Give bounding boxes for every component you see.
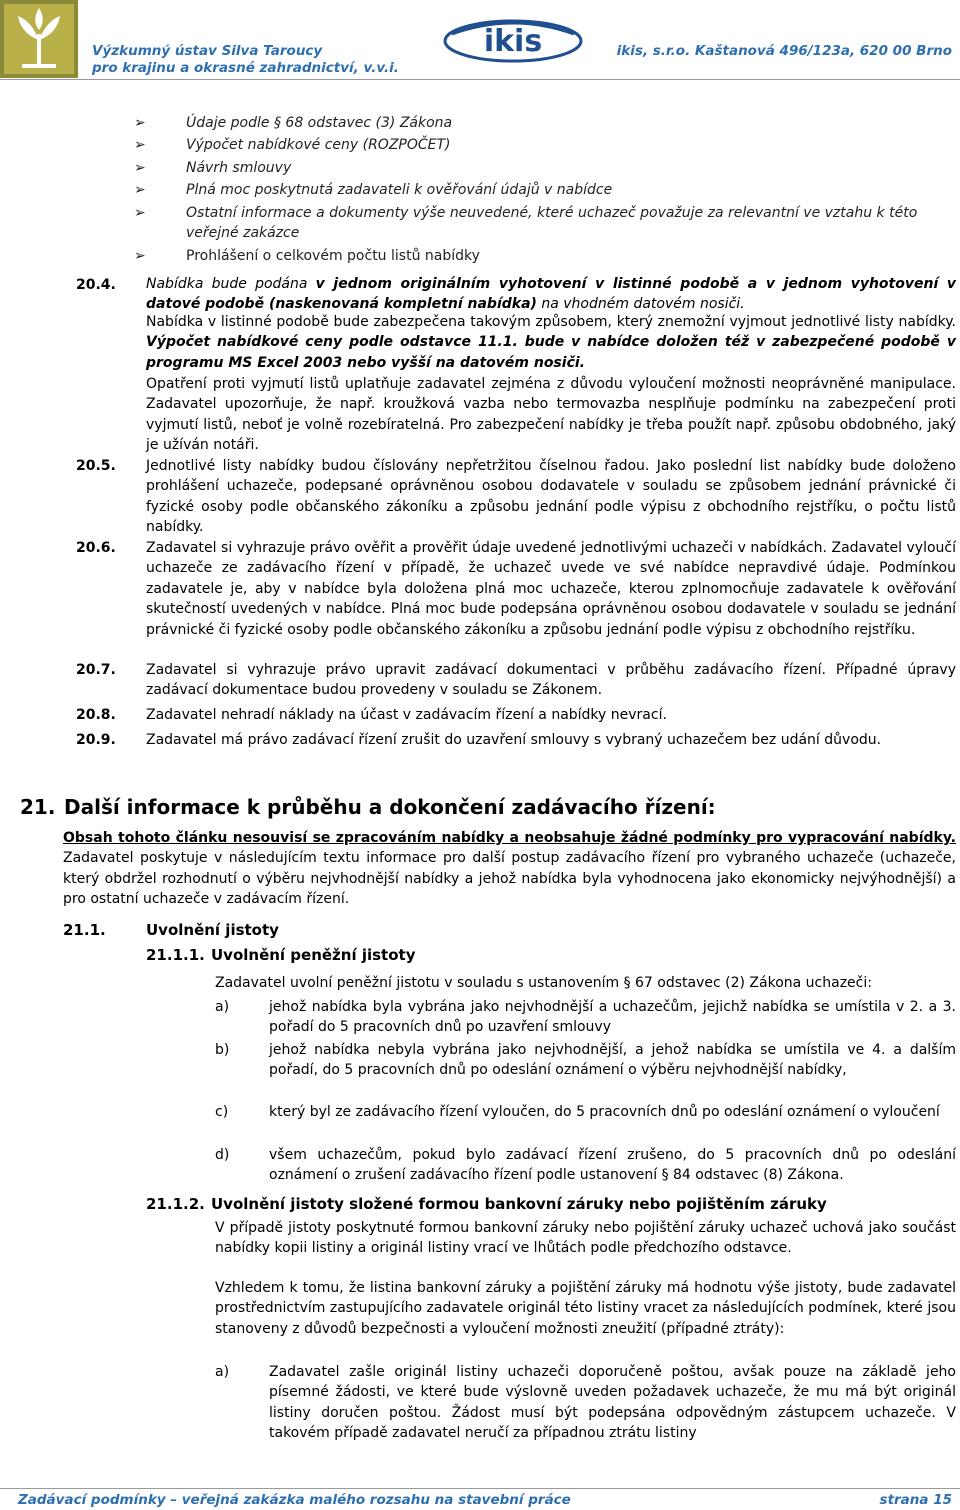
- list-label: d): [215, 1147, 230, 1163]
- footer-divider: [0, 1488, 960, 1489]
- institute-logo-icon: [0, 0, 78, 78]
- arrow-bullet-icon: ➢: [134, 182, 146, 198]
- list-item: který byl ze zadávacího řízení vyloučen, do 5 pracovních dnů po odeslání oznámení o vyloučení: [269, 1104, 940, 1120]
- section-number: 20.5.: [76, 458, 116, 474]
- paragraph: Zadavatel má právo zadávací řízení zrušit do uzavření smlouvy s vybraný uchazečem bez udání důvodu.: [146, 732, 882, 748]
- list-item: jehož nabídka byla vybrána jako nejvhodnější a uchazečům, jejichž nabídka se umístila v 2. a 3. pořadí do 5 pracovních dnů po uzavření smlouvy: [269, 999, 956, 1036]
- section-number: 20.8.: [76, 707, 116, 723]
- section-heading: [20, 794, 716, 820]
- institute-line1: Výzkumný ústav Silva Taroucy: [92, 43, 323, 59]
- paragraph: Zadavatel si vyhrazuje právo ověřit a prověřit údaje uvedené jednotlivými uchazeči v nabídkách. Zadavatel vyloučí uchazeče ze zadávacího řízení v případě, že uchazeč uvede ve své nabídce nepravdivé údaje. Podmínkou zadavatele je, aby v nabídce byla doložena plná moc uchazeče, kterou zplnomocňuje zadavatele k ověřování skutečností uvedených v nabídce. Plná moc bude podepsána oprávněnou osobou dodavatele v souladu se jednání právnické či fyzické osoby podle občanského zákoníku a způsobu jednání podle výpisu z obchodního rejstříku.: [146, 540, 956, 638]
- institute-name: [92, 43, 399, 77]
- list-label: c): [215, 1104, 229, 1120]
- subsection-title: Uvolnění peněžní jistoty: [211, 946, 416, 964]
- paragraph: Zadavatel nehradí náklady na účast v zadávacím řízení a nabídky nevrací.: [146, 707, 667, 723]
- list-label: a): [215, 999, 230, 1015]
- section-number: 21.: [20, 795, 56, 819]
- header-divider: [0, 79, 960, 80]
- list-label: b): [215, 1042, 230, 1058]
- list-item: Zadavatel zašle originál listiny uchazeči doporučeně poštou, avšak pouze na základě jeho písemné žádosti, ve které bude výslovně uveden požadavek uchazeče, že mu má být originál listiny doručen poštou. Žádost musí být podepsána odpovědným zástupcem uchazeče. V takovém případě zadavatel neručí za případnou ztrátu listiny: [269, 1364, 956, 1442]
- paragraph: Zadavatel uvolní peněžní jistotu v souladu s ustanovením § 67 odstavec (2) Zákona uchazeči:: [215, 975, 872, 991]
- page-number: strana 15: [879, 1492, 952, 1508]
- page-header: [0, 0, 960, 80]
- ikis-logo-icon: [442, 14, 584, 64]
- section-title: Další informace k průběhu a dokončení zadávacího řízení:: [64, 795, 716, 819]
- list-item: jehož nabídka nebyla vybrána jako nejvhodnější, a jehož nabídka se umístila ve 4. a dalším pořadí, do 5 pracovních dnů po odeslání oznámení o výběru nejvhodnější nabídky,: [269, 1042, 956, 1079]
- arrow-bullet-icon: ➢: [134, 160, 146, 176]
- section-number: 20.7.: [76, 662, 116, 678]
- subsection-number: 21.1.1.: [146, 946, 205, 964]
- section-number: 20.4.: [76, 277, 116, 293]
- list-item: všem uchazečům, pokud bylo zadávací řízení zrušeno, do 5 pracovních dnů po odeslání oznámení o zrušení zadávacího řízení podle ustanovení § 84 odstavec (8) Zákona.: [269, 1147, 956, 1184]
- subsection-number: 21.1.: [63, 921, 106, 939]
- paragraph: Opatření proti vyjmutí listů uplatňuje zadavatel zejména z důvodu vyloučení možnosti neoprávněné manipulace. Zadavatel upozorňuje, že např. kroužková vazba nebo termovazba nesplňuje podmínku na zabezpečení proti vyjmutí listů, neboť je volně rozebíratelná. Pro zabezpečení nabídky je třeba použít např. způsobu obdobného, jaký je užíván notáři.: [146, 376, 956, 454]
- arrow-bullet-icon: ➢: [134, 205, 146, 221]
- paragraph: Jednotlivé listy nabídky budou číslovány nepřetržitou číselnou řadou. Jako poslední list nabídky bude doloženo prohlášení uchazeče, podepsané oprávněnou osobou dodavatele v souladu se způsobem jednání právnické či fyzické osoby podle občanského zákoníku a způsobu jednání podle výpisu z obchodního rejstříku, o počtu listů nabídky.: [146, 458, 956, 536]
- arrow-bullet-icon: ➢: [134, 115, 146, 131]
- paragraph: Nabídka v listinné podobě bude zabezpečena takovým způsobem, který znemožní vyjmout jednotlivé listy nabídky. Výpočet nabídkové ceny podle odstavce 11.1. bude v nabídce doložen též v zabezpečené podobě v programu MS Excel 2003 nebo vyšší na datovém nosiči.: [146, 314, 956, 371]
- section-number: 20.6.: [76, 540, 116, 556]
- institute-line2: pro krajinu a okrasné zahradnictví, v.v.i.: [92, 60, 399, 76]
- paragraph: Obsah tohoto článku nesouvisí se zpracováním nabídky a neobsahuje žádné podmínky pro vypracování nabídky. Zadavatel poskytuje v následujícím textu informace pro další postup zadávacího řízení pro vybraného uchazeče (uchazeče, který obdržel rozhodnutí o výběru nejvhodnější nabídky a jehož nabídka byla vyhodnocena jako ekonomicky nejvýhodnější) a pro ostatní uchazeče v zadávacím řízení.: [63, 830, 956, 908]
- paragraph: V případě jistoty poskytnuté formou bankovní záruky nebo pojištění záruky uchazeč uchová jako součást nabídky kopii listiny a originál listiny vrací ve lhůtách podle předchozího odstavce.: [215, 1220, 956, 1257]
- paragraph: Vzhledem k tomu, že listina bankovní záruky a pojištění záruky má hodnotu výše jistoty, bude zadavatel prostřednictvím zastupujícího zadavatele originál této listiny vracet za následujících podmínek, které jsou stanoveny z důvodů bezpečnosti a vyloučení možnosti zneužití (případné ztráty):: [215, 1280, 956, 1337]
- footer-title: Zadávací podmínky – veřejná zakázka malého rozsahu na stavební práce: [18, 1492, 571, 1508]
- list-label: a): [215, 1364, 230, 1380]
- company-address: ikis, s.r.o. Kaštanová 496/123a, 620 00 Brno: [616, 43, 952, 59]
- ikis-logo-text: ikis: [483, 24, 543, 59]
- subsection-title: Uvolnění jistoty: [146, 921, 279, 939]
- paragraph: Nabídka bude podána v jednom originálním vyhotovení v listinné podobě a v jednom vyhotovení v datové podobě (naskenovaná kompletní nabídka) na vhodném datovém nosiči.: [146, 276, 956, 313]
- arrow-bullet-icon: ➢: [134, 248, 146, 264]
- subsection-title: Uvolnění jistoty složené formou bankovní záruky nebo pojištěním záruky: [211, 1195, 827, 1213]
- section-number: 20.9.: [76, 732, 116, 748]
- paragraph: Zadavatel si vyhrazuje právo upravit zadávací dokumentaci v průběhu zadávacího řízení. Případné úpravy zadávací dokumentace budou provedeny v souladu se Zákonem.: [146, 662, 956, 699]
- subsection-number: 21.1.2.: [146, 1195, 205, 1213]
- arrow-bullet-icon: ➢: [134, 137, 146, 153]
